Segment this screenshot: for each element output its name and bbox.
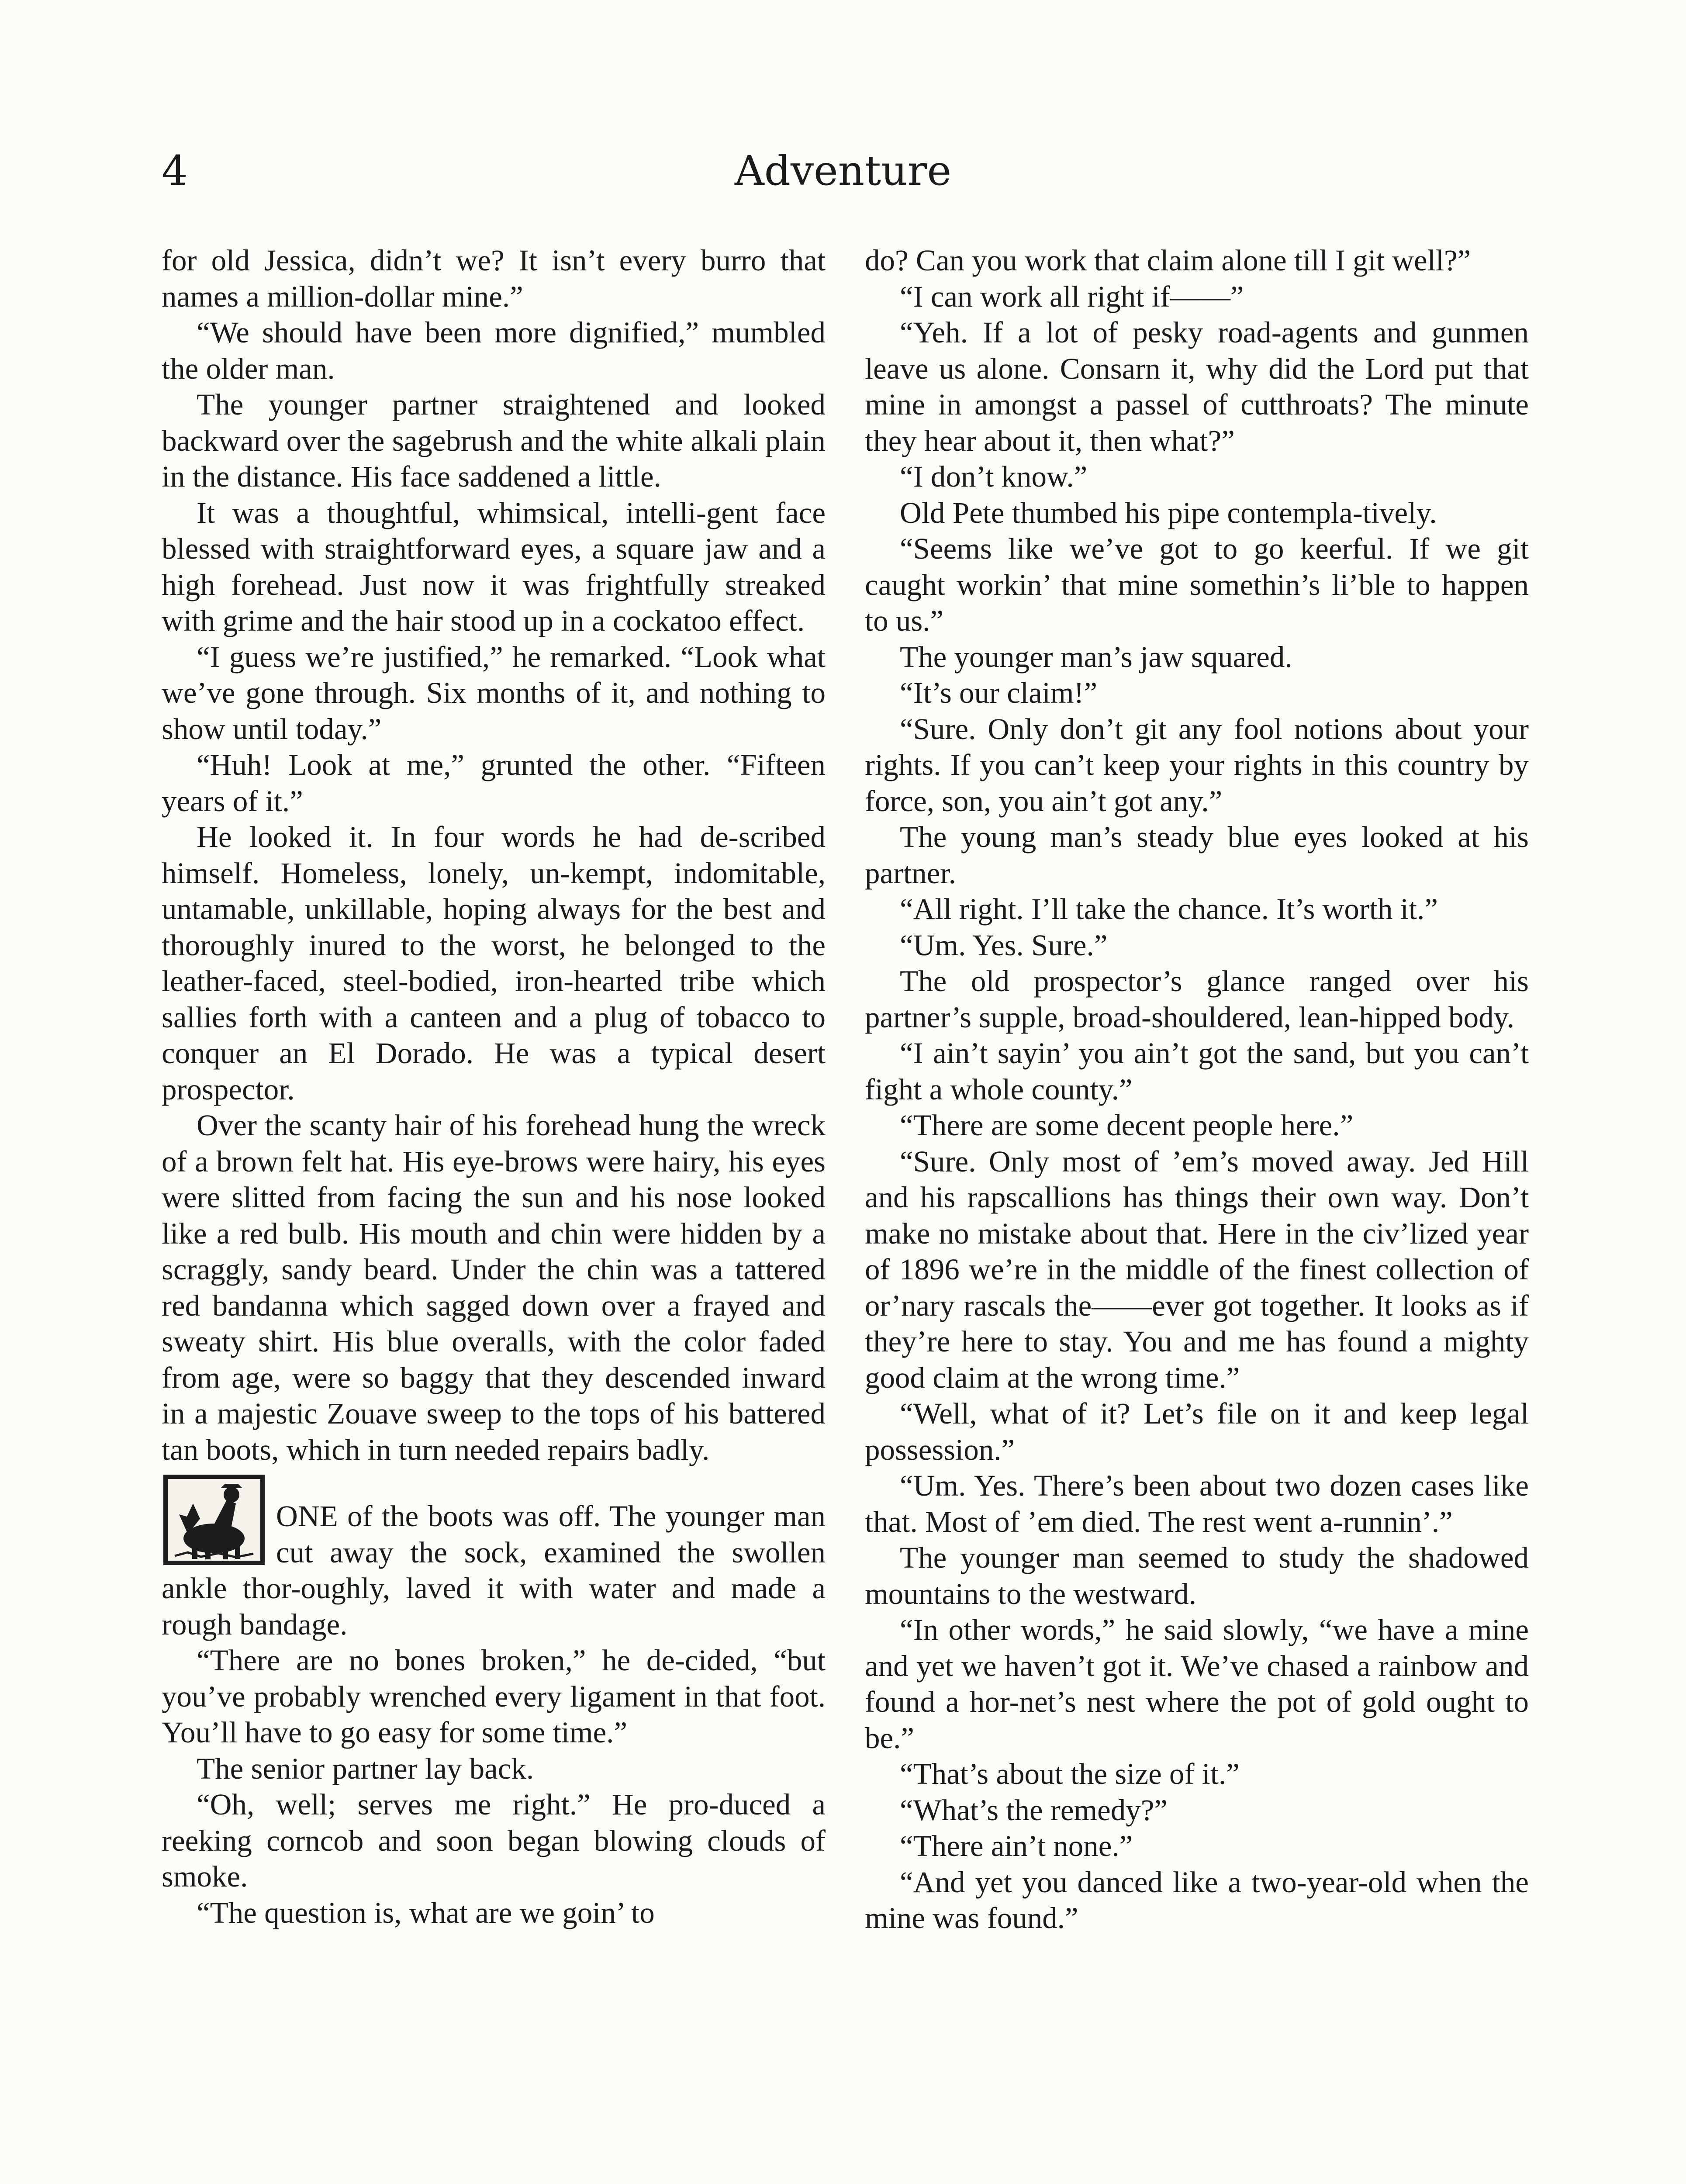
page-number: 4: [162, 147, 188, 195]
paragraph: It was a thoughtful, whimsical, intelli-gent face blessed with straightforward eyes, a square jaw and a high forehead. Just now it was frightfully streaked with grime and the hair stood up in a cockatoo effect.: [162, 496, 826, 637]
paragraph: The senior partner lay back.: [197, 1752, 534, 1785]
paragraph: The younger partner straightened and looked backward over the sagebrush and the white alkali plain in the distance. His face saddened a little.: [162, 388, 826, 493]
paragraph: ONE of the boots was off. The younger man cut away the sock, examined the swollen ankle thor-oughly, laved it with water and made a rough bandage.: [162, 1500, 826, 1641]
paragraph: The old prospector’s glance ranged over his partner’s supple, broad-shouldered, lean-hipped body.: [865, 964, 1529, 1034]
paragraph: “Sure. Only most of ’em’s moved away. Jed Hill and his rapscallions has things their own way. Don’t make no mistake about that. Here in the civ’lized year of 1896 we’re in the middle of the finest collection of or’nary rascals the——ever got together. It looks as if they’re here to stay. You and me has found a mighty good claim at the wrong time.”: [865, 1144, 1529, 1394]
paragraph: “We should have been more dignified,” mumbled the older man.: [162, 316, 826, 385]
paragraph: Over the scanty hair of his forehead hung the wreck of a brown felt hat. His eye-brows were hairy, his eyes were slitted from facing the sun and his nose looked like a red bulb. His mouth and chin were hidden by a scraggly, sandy beard. Under the chin was a tattered red bandanna which sagged down over a frayed and sweaty shirt. His blue overalls, with the color faded from age, were so baggy that they descended inward in a majestic Zouave sweep to the tops of his battered tan boots, which in turn needed repairs badly.: [162, 1109, 826, 1466]
paragraph: “There are some decent people here.”: [900, 1109, 1354, 1142]
paragraph: “Um. Yes. Sure.”: [900, 928, 1108, 962]
running-head: Adventure: [734, 147, 952, 195]
paragraph: “I can work all right if——”: [900, 280, 1244, 313]
paragraph: “Seems like we’ve got to go keerful. If we git caught workin’ that mine somethin’s li’ble to happen to us.”: [865, 532, 1529, 637]
paragraph: “That’s about the size of it.”: [900, 1757, 1240, 1790]
paragraph: “Well, what of it? Let’s file on it and keep legal possession.”: [865, 1397, 1529, 1466]
paragraph: “I guess we’re justified,” he remarked. “Look what we’ve gone through. Six months of it, and nothing to show until today.”: [162, 640, 826, 746]
paragraph: “The question is, what are we goin’ to: [197, 1896, 655, 1929]
paragraph: “And yet you danced like a two-year-old when the mine was found.”: [865, 1865, 1529, 1935]
paragraph: “All right. I’ll take the chance. It’s worth it.”: [900, 892, 1438, 926]
paragraph: “I don’t know.”: [900, 460, 1088, 493]
paragraph: “What’s the remedy?”: [900, 1793, 1168, 1827]
paragraph: “There are no bones broken,” he de-cided, “but you’ve probably wrenched every ligament in that foot. You’ll have to go easy for some time.”: [162, 1644, 826, 1749]
paragraph: “Um. Yes. There’s been about two dozen cases like that. Most of ’em died. The rest went a-runnin’.”: [865, 1469, 1529, 1538]
paragraph: “I ain’t sayin’ you ain’t got the sand, but you can’t fight a whole county.”: [865, 1037, 1529, 1106]
paragraph: The younger man seemed to study the shadowed mountains to the westward.: [865, 1541, 1529, 1610]
paragraph: “Yeh. If a lot of pesky road-agents and gunmen leave us alone. Consarn it, why did the Lord put that mine in amongst a passel of cutthroats? The minute they hear about it, then what?”: [865, 316, 1529, 457]
left-column: [162, 242, 826, 1931]
right-column: [865, 242, 1529, 1936]
paragraph: “Oh, well; serves me right.” He pro-duced a reeking corncob and soon began blowing clouds of smoke.: [162, 1788, 826, 1893]
paragraph: Old Pete thumbed his pipe contempla-tively.: [900, 496, 1437, 529]
paragraph: “In other words,” he said slowly, “we have a mine and yet we haven’t got it. We’ve chased a rainbow and found a hor-net’s nest where the pot of gold ought to be.”: [865, 1613, 1529, 1755]
paragraph: for old Jessica, didn’t we? It isn’t every burro that names a million-dollar mine.”: [162, 244, 826, 313]
burro-prospector-vignette-icon: [162, 1473, 266, 1567]
paragraph: “Sure. Only don’t git any fool notions about your rights. If you can’t keep your rights in this country by force, son, you ain’t got any.”: [865, 712, 1529, 818]
paragraph: He looked it. In four words he had de-scribed himself. Homeless, lonely, un-kempt, indomitable, untamable, unkillable, hoping always for the best and thoroughly inured to the worst, he belonged to the leather-faced, steel-bodied, iron-hearted tribe which sallies forth with a canteen and a plug of tobacco to conquer an El Dorado. He was a typical desert prospector.: [162, 820, 826, 1106]
paragraph: The young man’s steady blue eyes looked at his partner.: [865, 820, 1529, 890]
paragraph: The younger man’s jaw squared.: [900, 640, 1292, 674]
paragraph: “There ain’t none.”: [900, 1829, 1133, 1863]
paragraph: “It’s our claim!”: [900, 676, 1098, 709]
paragraph: “Huh! Look at me,” grunted the other. “Fifteen years of it.”: [162, 748, 826, 818]
paragraph: do? Can you work that claim alone till I git well?”: [865, 244, 1471, 277]
